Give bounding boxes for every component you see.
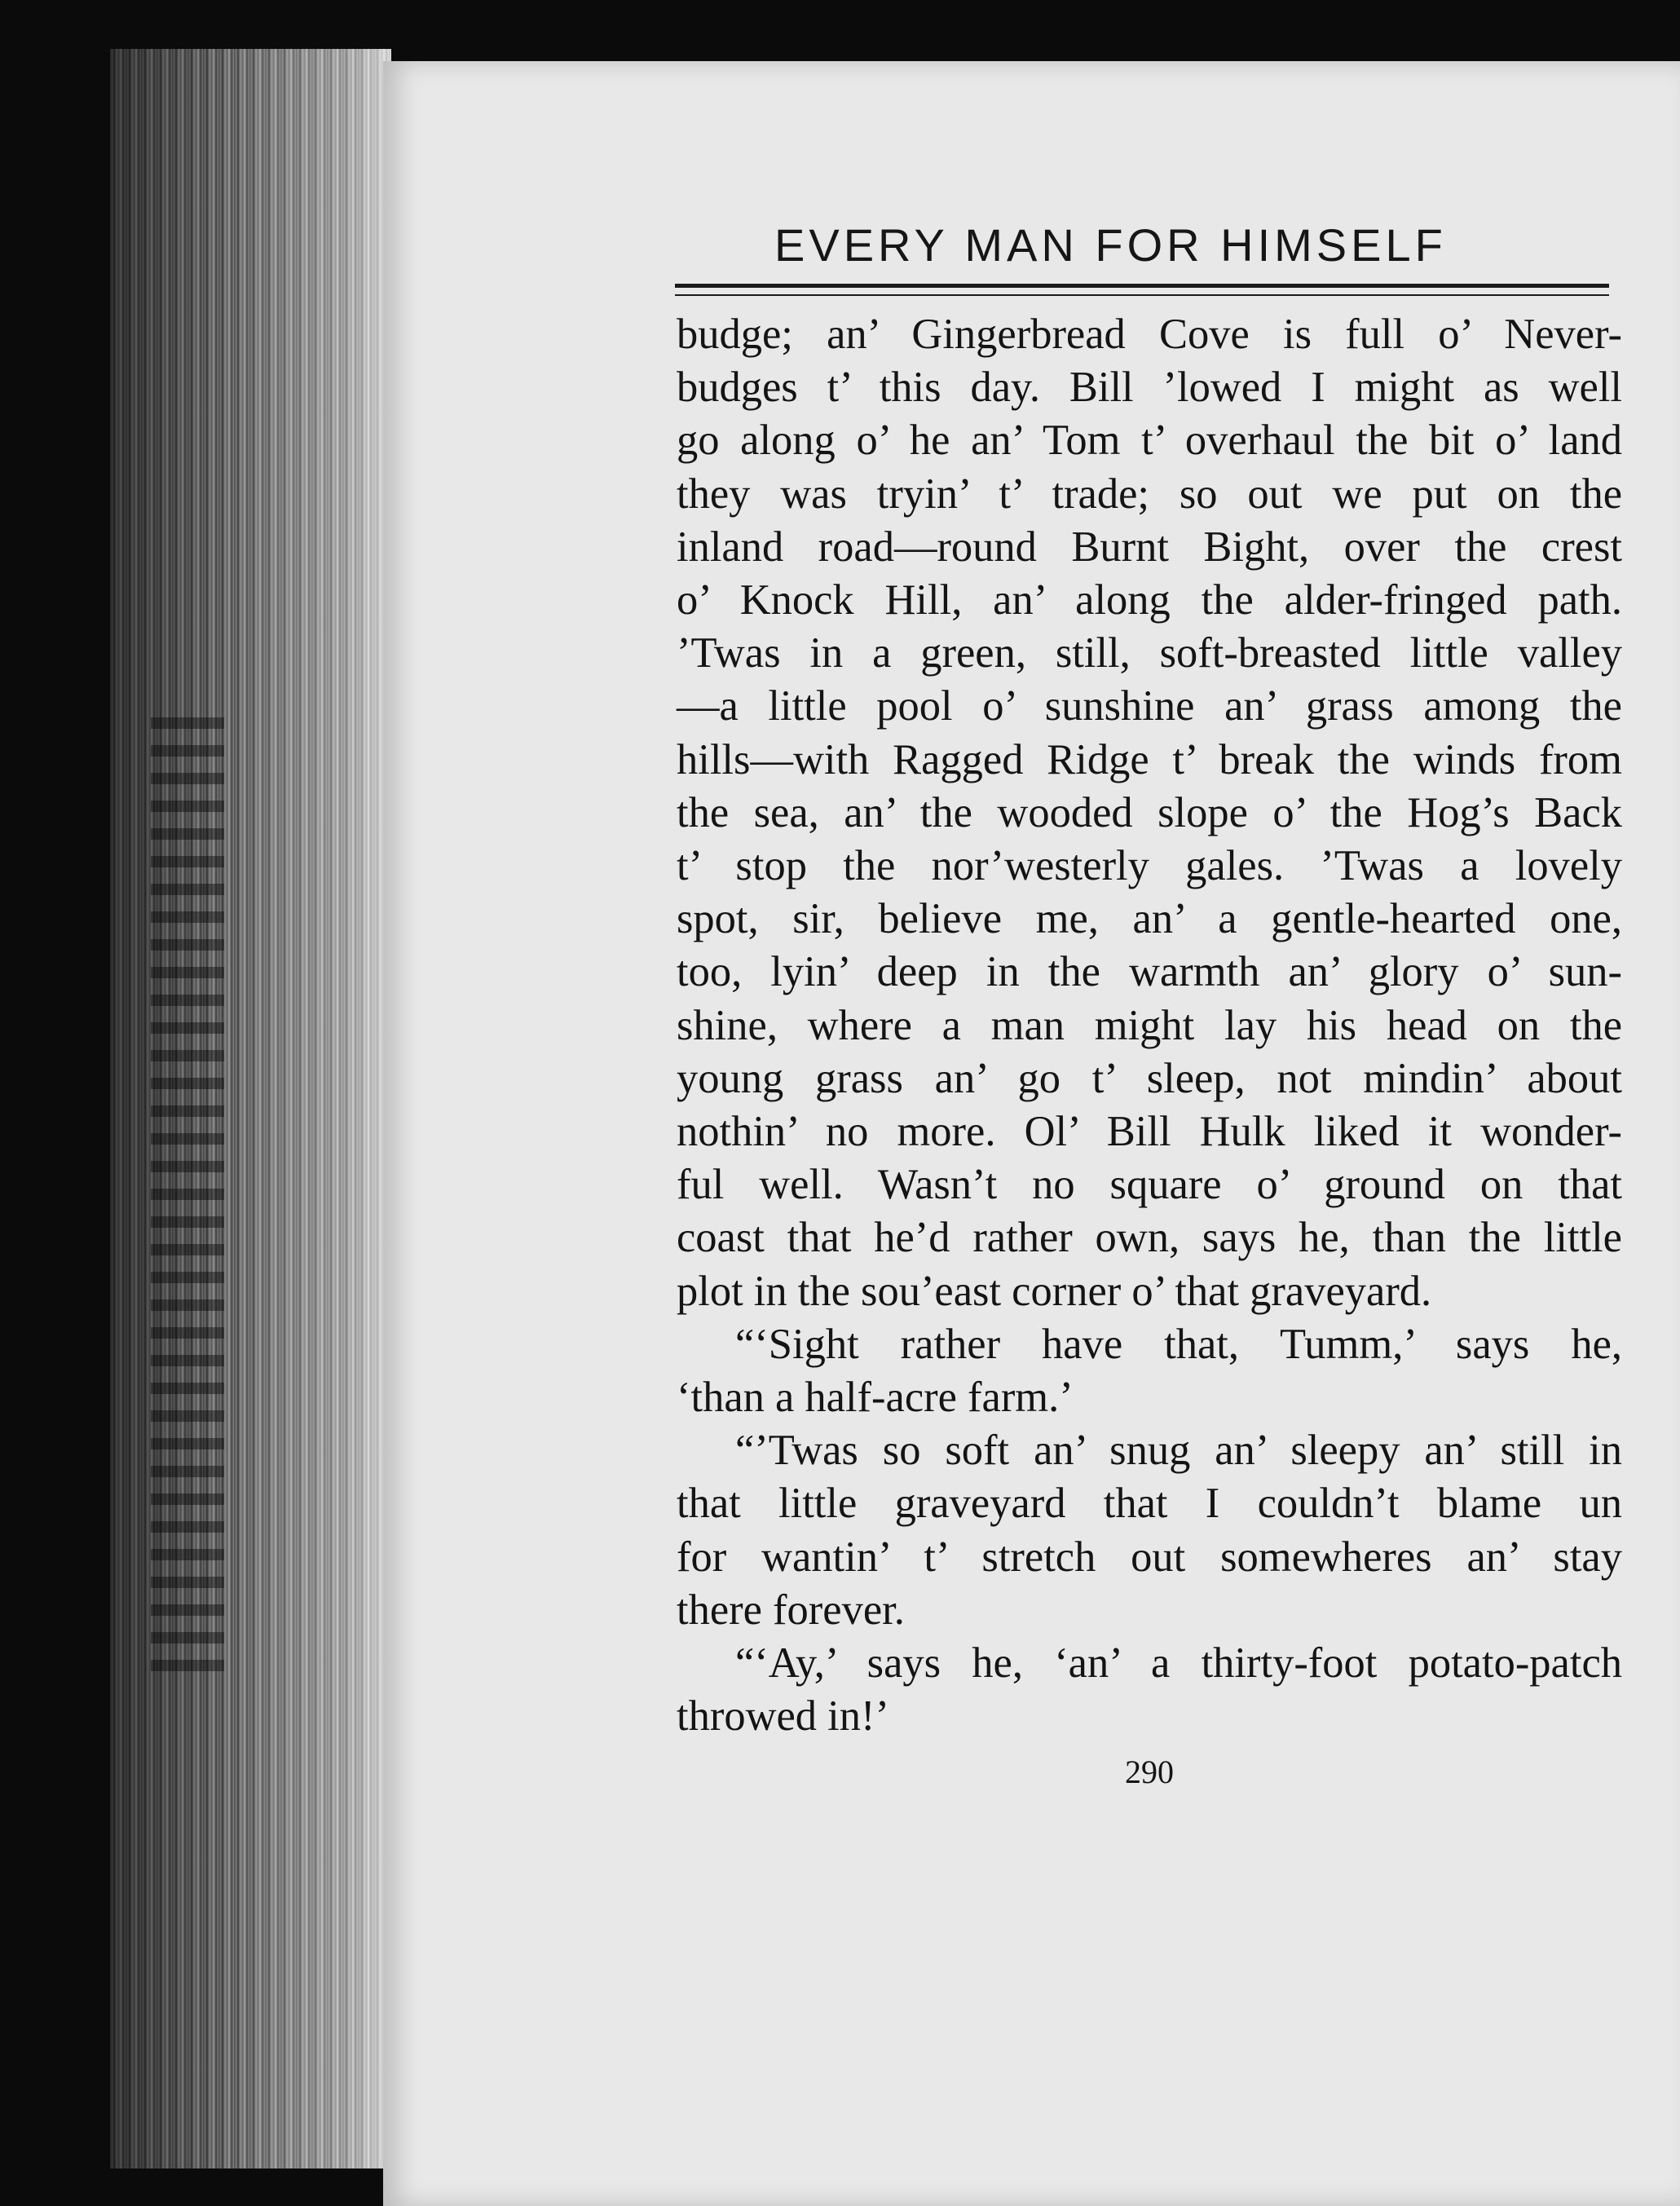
- text-line: nothin’ no more. Ol’ Bill Hulk liked it wonder-: [677, 1108, 1622, 1156]
- running-head: EVERY MAN FOR HIMSELF: [774, 219, 1447, 271]
- page-number: 290: [1125, 1754, 1174, 1790]
- text-line: inland road—round Burnt Bight, over the crest: [677, 523, 1622, 571]
- text-line: that little graveyard that I couldn’t blame un: [677, 1480, 1622, 1528]
- text-line: “‘Sight rather have that, Tumm,’ says he,: [735, 1320, 1622, 1368]
- text-line: too, lyin’ deep in the warmth an’ glory o’ sun-: [677, 948, 1622, 996]
- text-line: ’Twas in a green, still, soft-breasted little valley: [677, 629, 1622, 677]
- text-line: young grass an’ go t’ sleep, not mindin’ about: [677, 1054, 1622, 1102]
- body-text: [677, 308, 1622, 1743]
- page-edge-marks: [151, 717, 224, 1679]
- text-line: there forever.: [677, 1586, 905, 1634]
- text-line: t’ stop the nor’westerly gales. ’Twas a lovely: [677, 842, 1622, 890]
- text-line: spot, sir, believe me, an’ a gentle-hearted one,: [677, 895, 1622, 943]
- text-line: for wantin’ t’ stretch out somewheres an’ stay: [677, 1533, 1622, 1581]
- text-line: coast that he’d rather own, says he, than the little: [677, 1214, 1622, 1262]
- text-line: throwed in!’: [677, 1692, 889, 1741]
- text-line: ful well. Wasn’t no square o’ ground on that: [677, 1161, 1622, 1209]
- text-line: “‘Ay,’ says he, ‘an’ a thirty-foot potato-patch: [735, 1639, 1622, 1688]
- text-line: “’Twas so soft an’ snug an’ sleepy an’ still in: [735, 1427, 1622, 1475]
- text-line: plot in the sou’east corner o’ that graveyard.: [677, 1267, 1432, 1315]
- text-line: go along o’ he an’ Tom t’ overhaul the bit o’ land: [677, 417, 1622, 465]
- text-line: —a little pool o’ sunshine an’ grass among the: [677, 682, 1622, 730]
- text-line: they was tryin’ t’ trade; so out we put on the: [677, 470, 1622, 518]
- text-line: the sea, an’ the wooded slope o’ the Hog’s Back: [677, 788, 1622, 836]
- text-line: ‘than a half-acre farm.’: [677, 1374, 1074, 1422]
- text-line: hills—with Ragged Ridge t’ break the winds from: [677, 735, 1622, 783]
- text-line: o’ Knock Hill, an’ along the alder-fringed path.: [677, 576, 1622, 624]
- header-rule-thick: [675, 284, 1609, 288]
- header-rule-thin: [675, 294, 1609, 296]
- text-line: budges t’ this day. Bill ’lowed I might as well: [677, 364, 1622, 412]
- text-line: shine, where a man might lay his head on the: [677, 1001, 1622, 1049]
- text-line: budge; an’ Gingerbread Cove is full o’ Never-: [677, 311, 1622, 358]
